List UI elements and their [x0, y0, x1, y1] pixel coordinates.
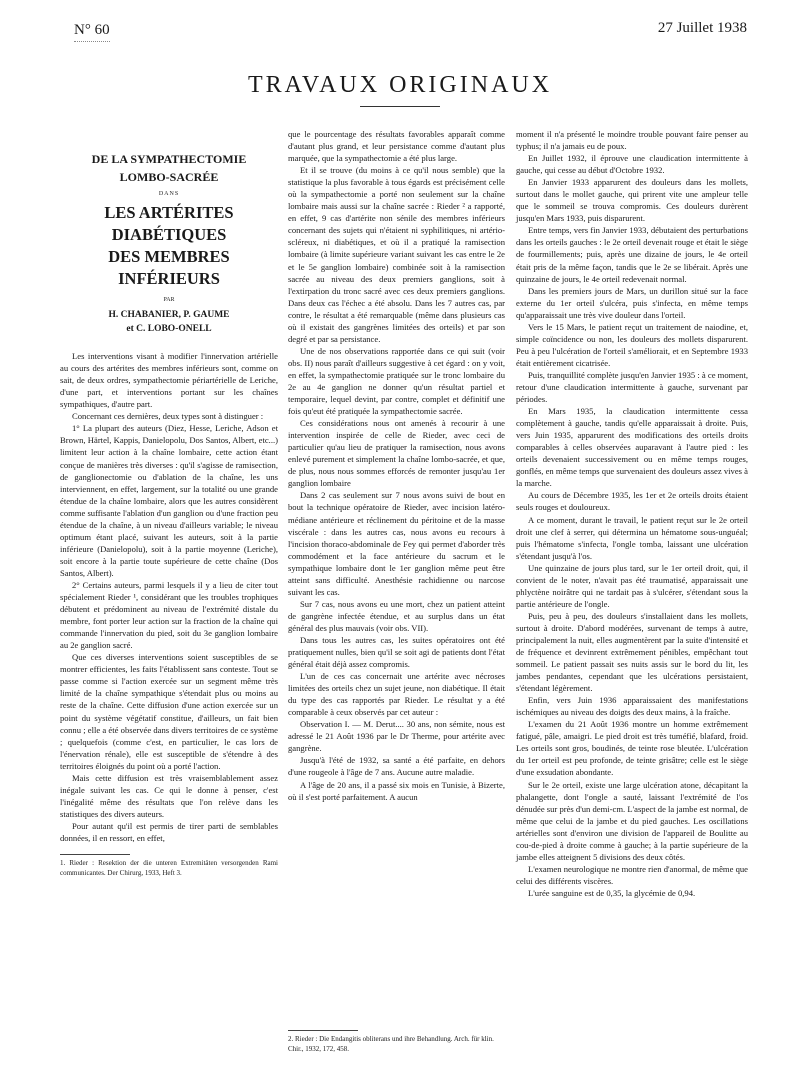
paragraph: moment il n'a présenté le moindre trouble pouvant faire penser au typhus; il n'a jamais eu de poux. — [516, 129, 748, 152]
column-2-footnote — [288, 1030, 505, 1054]
paragraph: En Mars 1935, la claudication intermittente cessa complètement à gauche, tandis qu'elle apparaissait à droite. Puis, vers Juin 1935, apparurent des modifications des orteils droits comparables à celles observées auparavant à l'autre pied : les orteils devenaient successivement ou en même temps rouges, gonflés, en même temps que survenaient des douleurs assez vives à la marche. — [516, 406, 748, 489]
paragraph: Observation I. — M. Derut.... 30 ans, non sémite, nous est adressé le 21 Août 1936 par le Dr Therme, pour artérite avec gangrène. — [288, 719, 505, 754]
article-dans: DANS — [158, 191, 180, 197]
paragraph: que le pourcentage des résultats favorables apparaît comme d'autant plus grand, et leur persistance comme d'autant plus marquée, que la sympathectomie a été plus large. — [288, 129, 505, 164]
paragraph: L'un de ces cas concernait une artérite avec nécroses limitées des orteils chez un sujet jeune, non diabétique. Il était du type des cas rapportés par Rieder. Le résultat y a été comparable à ceux observés par cet auteur : — [288, 671, 505, 718]
article-heading — [60, 150, 278, 336]
article-par: PAR — [163, 297, 175, 304]
paragraph: A ce moment, durant le travail, le patient reçut sur le 2e orteil droit une clef à serrer, qui détermina un hématome sous-unguéal; puis l'hématome s'infecta, l'ongle tomba, laissant une ulcération s'étendant jusqu'à l'os. — [516, 514, 748, 561]
article-title-line2: LOMBO-SACRÉE — [119, 170, 219, 184]
column-1 — [60, 130, 278, 878]
paragraph: Jusqu'à l'été de 1932, sa santé a été parfaite, en dehors d'une rougeole à l'âge de 7 ans. Aucune autre maladie. — [288, 755, 505, 778]
page-number-dots — [74, 41, 110, 42]
paragraph: Sur 7 cas, nous avons eu une mort, chez un patient atteint de gangrène infectée étendue, et au surplus dans un état général des plus mauvais (voir obs. VII). — [288, 598, 505, 633]
paragraph: L'urée sanguine est de 0,35, la glycémie de 0,94. — [528, 887, 696, 898]
paragraph: Puis, tranquillité complète jusqu'en Janvier 1935 : à ce moment, retour d'une claudication intermittente à gauche, survenant par périodes. — [516, 369, 748, 405]
article-title-line1: DE LA SYMPATHECTOMIE — [91, 152, 247, 166]
issue-date: 27 Juillet 1938 — [657, 20, 747, 36]
section-title: TRAVAUX ORIGINAUX — [247, 72, 553, 98]
paragraph: 1° La plupart des auteurs (Diez, Hesse, Leriche, Adson et Brown, Härtel, Kappis, Danielopolu, Dos Santos, Albert, etc...) limitent leur action à la chaîne lombaire, cette action étant conçue de manières très diverses : qu'il s'agisse de ramisection, de ganglionectomie ou d'ablation de la chaîne, les uns interviennent, en effet, largement, sur la totalité ou une grande étendue de la chaîne lombaire, alors que les autres considèrent comme suffisante l'ablation d'un ganglion ou d'une fraction peu étendue de la chaîne, à un niveau d'ailleurs variable; le niveau optimum étant placé, suivant les auteurs, soit à la partie inférieure (Danielopolu), soit à la partie moyenne (Leriche), soit encore à la partie toute supérieure de cette chaîne (Dos Santos, Albert). — [60, 423, 278, 578]
paragraph: Une de nos observations rapportée dans ce qui suit (voir obs. II) nous paraît d'ailleurs suggestive à cet égard : on y voit, en effet, la sympathectomie pratiquée sur le tronc lombaire du 2e au 4e ganglion ne donner qu'un résultat partiel et temporaire, lequel devint, par contre, complet et définitif une fois qu'eut été pratiquée la sympathectomie sacrée. — [288, 345, 505, 417]
paragraph: Ces considérations nous ont amenés à recourir à une intervention inspirée de celle de Rieder, avec ceci de particulier qu'au lieu de pratiquer la ramisection, nous avons enlevé purement et simplement la chaîne lombo-sacrée, et que, de plus, nous nous sommes efforcés de remonter jusqu'au 1er ganglion lombaire — [288, 418, 505, 489]
paragraph: Dans 2 cas seulement sur 7 nous avons suivi de bout en bout la technique opératoire de Rieder, avec incision latéro-médiane antérieure et réclinement du péritoine et de la masse viscérale : dans les autres cas, nous avons eu recours à l'incision thoraco-abdominale de Fey qui permet d'aborder très commodément et la face antérieure du sacrum et le sympathique lombaire dont le 1er ganglion même peut être atteint sans difficulté. Anesthésie rachidienne ou narcose suivant les cas. — [288, 490, 505, 597]
paragraph: L'examen du 21 Août 1936 montre un homme extrêmement fatigué, pâle, amaigri. Le pied droit est très tuméfié, blafard, froid. Les orteils sont gros, boudinés, de teinte rose bleutée. L'ulcération du 1er orteil est peu profonde, de teinte grisâtre; celle est le siège d'une exsudation abondante. — [516, 719, 748, 778]
paragraph: Pour autant qu'il est permis de tirer parti de semblables données, il en ressort, en effet, — [60, 820, 278, 843]
footnote: 2. Rieder : Die Endangitis obliterans und ihre Behandlung. Arch. für klin. Chir., 1932, 172, 458. — [288, 1035, 494, 1053]
paragraph: A l'âge de 20 ans, il a passé six mois en Tunisie, à Bizerte, où il s'est porté parfaitement. A aucun — [288, 779, 505, 802]
paragraph: Puis, peu à peu, des douleurs s'installaient dans les mollets, surtout à droite. D'abord modérées, survenant de temps à autre, principalement la nuit, elles augmentèrent par la suite d'intensité et de fréquence et devinrent extrêmement pénibles, empêchant tout sommeil. Le patient passait ses nuits assis sur le bord du lit, les jambes pendantes, cependant que les ulcérations persistaient, s'étendant légèrement. — [516, 610, 748, 694]
footnote-rule — [288, 1030, 358, 1031]
column-3 — [516, 128, 748, 899]
paragraph: Sur le 2e orteil, existe une large ulcération atone, décapitant la phalangette, dont l'ongle a sauté, laissant l'extrémité de l'os dénudée sur près d'un demi-cm. L'aspect de la jambe est normal, de même que celui de la jambe et du pied gauches. Les oscillations artérielles sont d'environ une division de l'appareil de Boulitte au cou-de-pied à droite comme à gauche; à la partie supérieure de la jambe elles atteignent 5 divisions des deux côtés. — [516, 779, 748, 862]
paragraph: Les interventions visant à modifier l'innervation artérielle au cours des artérites des membres inférieurs sont, comme on sait, de deux ordres, sympathectomie périartérielle de Leriche, d'une part, et interventions portant sur les chaînes sympathiques, d'autre part. — [60, 351, 278, 410]
page-number: N° 60 — [74, 22, 110, 38]
title-rule — [360, 106, 440, 107]
paragraph: Au cours de Décembre 1935, les 1er et 2e orteils droits étaient seuls rouges et douloureux. — [516, 490, 748, 513]
article-title-line4: DES MEMBRES INFÉRIEURS — [108, 247, 230, 289]
paragraph: En Juillet 1932, il éprouve une claudication intermittente à gauche, qui cesse au début d'Octobre 1932. — [516, 153, 748, 176]
paragraph: L'examen neurologique ne montre rien d'anormal, de même que celui des différents viscères. — [516, 863, 748, 886]
paragraph: Vers le 15 Mars, le patient reçut un traitement de naiodine, et, simple coïncidence ou non, les douleurs des mollets disparurent. Peu à peu l'ulcération de l'orteil s'améliorait, et en Septembre 1933 était entièrement cicatrisée. — [516, 321, 748, 368]
paragraph: Concernant ces dernières, deux types sont à distinguer : — [72, 411, 264, 422]
paragraph: 2° Certains auteurs, parmi lesquels il y a lieu de citer tout spécialement Rieder ¹, considérant que les troubles trophiques débutent et prédominent au niveau de l'extrémité distale du membre, font porter leur action sur la fraction de la chaîne qui commande l'innervation du pied, soit du 3e ganglion lombaire au 2e ganglion sacré. — [60, 579, 278, 651]
paragraph: Entre temps, vers fin Janvier 1933, débutaient des perturbations dans les orteils gauches : le 2e orteil devenait rouge et était le siège de fourmillements; puis, après une dizaine de jours, le 4e orteil était pris de la même façon, tandis que le 2e se libérait. Après une quinzaine de jours, le 4e orteil redevenait normal. — [516, 225, 748, 284]
paragraph: Enfin, vers Juin 1936 apparaissaient des manifestations ischémiques au niveau des doigts des deux mains, à la fraîche. — [516, 695, 748, 718]
article-title-line3: LES ARTÉRITES DIABÉTIQUES — [104, 203, 234, 245]
footnote-rule — [60, 854, 130, 855]
paragraph: Et il se trouve (du moins à ce qu'il nous semble) que la statistique la plus favorable à tous égards est précisément celle où la sympathectomie a porté non seulement sur la chaîne lombaire mais aussi sur la chaîne sacrée : Rieder ² a rapporté, en effet, 9 cas d'artérite non sénile des membres inférieurs concernant des sujets qui n'étaient ni syphilitiques, ni artério-scléreux, ni diabétiques, et où il a pratiqué la ramisection lombaire (à limite supérieure variant suivant les cas entre le 2e et le 5e ganglion lombaire) combinée soit à la ramisection sacrée au niveau des deux premiers ganglions, soit à l'extirpation du tronc sacré avec ces deux premiers ganglions. Dans deux cas l'échec a été absolu. Dans les 7 autres cas, par contre, le résultat a été remarquable (même dans plusieurs cas où il existait des gangrènes limitées des orteils) et par son degré et par sa persistance. — [288, 165, 505, 344]
column-2 — [288, 128, 505, 803]
article-authors-line1: H. CHABANIER, P. GAUME — [108, 310, 230, 321]
paragraph: Une quinzaine de jours plus tard, sur le 1er orteil droit, qui, il convient de le noter, n'avait pas été traumatisé, apparaissait une phlyctène noirâtre qui ne tardait pas à s'ulcérer, s'étendant sous la partie antérieure de l'ongle. — [516, 562, 748, 609]
paragraph: Mais cette diffusion est très vraisemblablement assez inégale suivant les cas. Ce qui le donne à penser, c'est l'inégalité même des résultats que l'on relève dans les statistiques des divers auteurs. — [60, 772, 278, 819]
paragraph: Que ces diverses interventions soient susceptibles de se montrer efficientes, les faits l'établissent sans conteste. Tout se passe comme si l'action exercée sur un segment même très limité de la chaîne sympathique s'étendait plus ou moins au reste de la chaîne. Cette diffusion d'une action exercée sur un point du système végétatif constitue, d'ailleurs, un fait bien connu ; elle a été observée dans divers territoires de ce système ; quelquefois (comme c'est, en particulier, le cas lors de l'énervation rénale), elle est susceptible de s'étendre à des territoires éloignés du point où a porté l'action. — [60, 652, 278, 771]
article-authors-line2: et C. LOBO-ONELL — [126, 324, 212, 335]
paragraph: Dans les premiers jours de Mars, un durillon situé sur la face externe du 1er orteil s'ulcéra, puis s'infecta, en même temps qu'apparaissait une très vive douleur dans l'orteil. — [516, 285, 748, 320]
paragraph: Dans tous les autres cas, les suites opératoires ont été pratiquement nulles, bien qu'il se soit agi de patients dont l'état général était déjà assez compromis. — [288, 634, 505, 670]
paragraph: En Janvier 1933 apparurent des douleurs dans les mollets, surtout dans le mollet gauche, qui prirent vite une ampleur telle que le sommeil se trouva compromis. Ces douleurs durèrent jusqu'en Mars 1933, puis disparurent. — [516, 177, 748, 224]
footnote: 1. Rieder : Resektion der die unteren Extremitäten versorgenden Rami communicantes. Der Chirurg, 1933, Heft 3. — [60, 859, 278, 877]
